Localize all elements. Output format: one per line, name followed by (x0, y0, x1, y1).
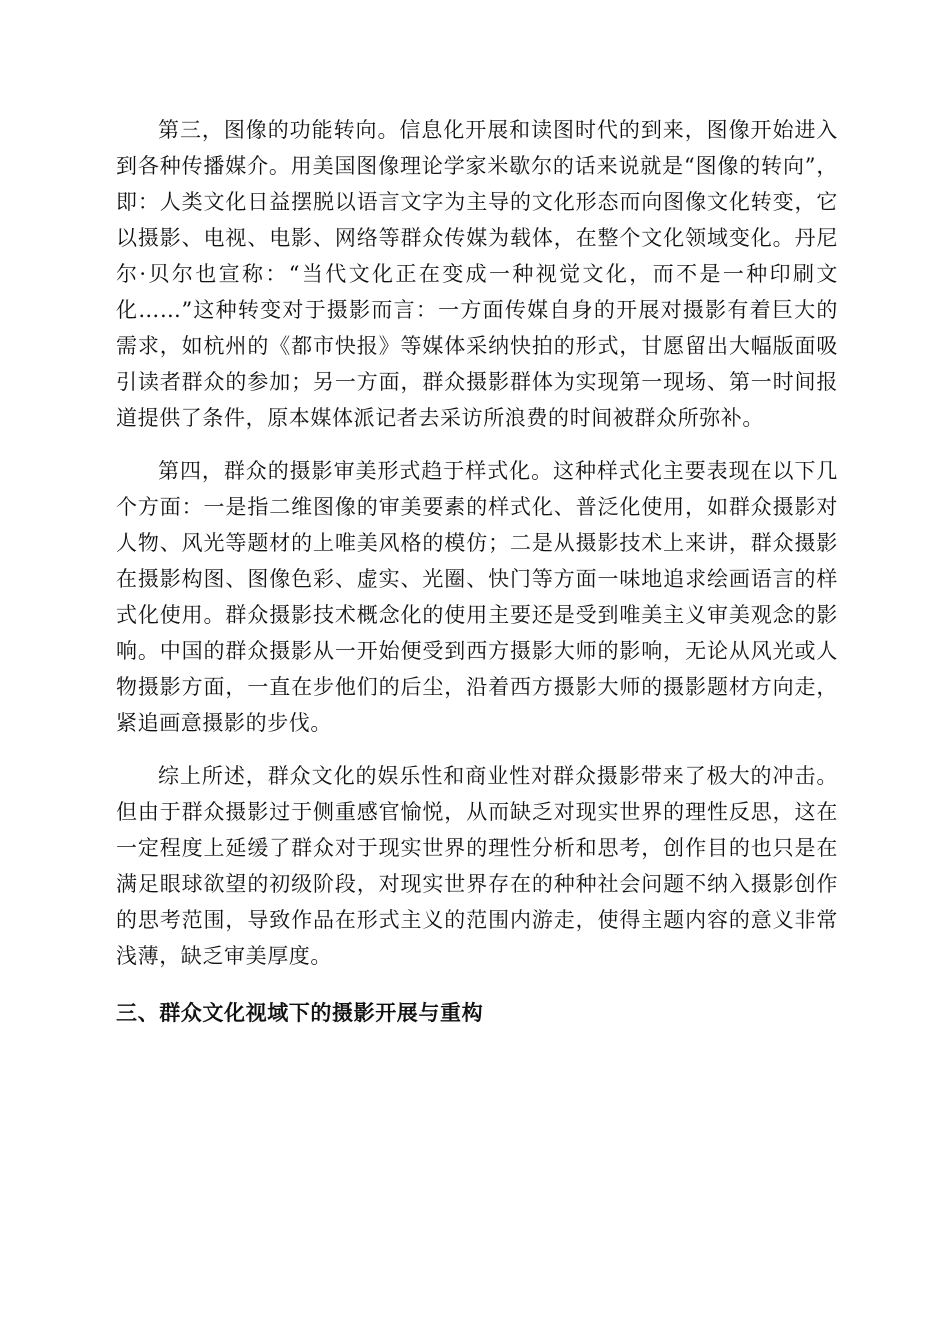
section-heading: 三、群众文化视域下的摄影开展与重构 (116, 1001, 484, 1025)
document-body (116, 112, 838, 1031)
paragraph-summary: 综上所述，群众文化的娱乐性和商业性对群众摄影带来了极大的冲击。但由于群众摄影过于侧重感官愉悦，从而缺乏对现实世界的理性反思，这在一定程度上延缓了群众对于现实世界的理性分析和思考，创作目的也只是在满足眼球欲望的初级阶段，对现实世界存在的种种社会问题不纳入摄影创作的思考范围，导致作品在形式主义的范围内游走，使得主题内容的意义非常浅薄，缺乏审美厚度。 (116, 764, 838, 968)
paragraph-fourth-point: 第四，群众的摄影审美形式趋于样式化。这种样式化主要表现在以下几个方面：一是指二维图像的审美要素的样式化、普泛化使用，如群众摄影对人物、风光等题材的上唯美风格的模仿；二是从摄影技术上来讲，群众摄影在摄影构图、图像色彩、虚实、光圈、快门等方面一味地追求绘画语言的样式化使用。群众摄影技术概念化的使用主要还是受到唯美主义审美观念的影响。中国的群众摄影从一开始便受到西方摄影大师的影响，无论从风光或人物摄影方面，一直在步他们的后尘，沿着西方摄影大师的摄影题材方向走，紧追画意摄影的步伐。 (116, 459, 838, 735)
paragraph-third-point: 第三，图像的功能转向。信息化开展和读图时代的到来，图像开始进入到各种传播媒介。用美国图像理论学家米歇尔的话来说就是“图像的转向”，即：人类文化日益摆脱以语言文字为主导的文化形态而向图像文化转变，它以摄影、电视、电影、网络等群众传媒为载体，在整个文化领域变化。丹尼尔·贝尔也宣称：“当代文化正在变成一种视觉文化，而不是一种印刷文化……”这种转变对于摄影而言：一方面传媒自身的开展对摄影有着巨大的需求，如杭州的《都市快报》等媒体采纳快拍的形式，甘愿留出大幅版面吸引读者群众的参加；另一方面，群众摄影群体为实现第一现场、第一时间报道提供了条件，原本媒体派记者去采访所浪费的时间被群众所弥补。 (116, 118, 838, 430)
